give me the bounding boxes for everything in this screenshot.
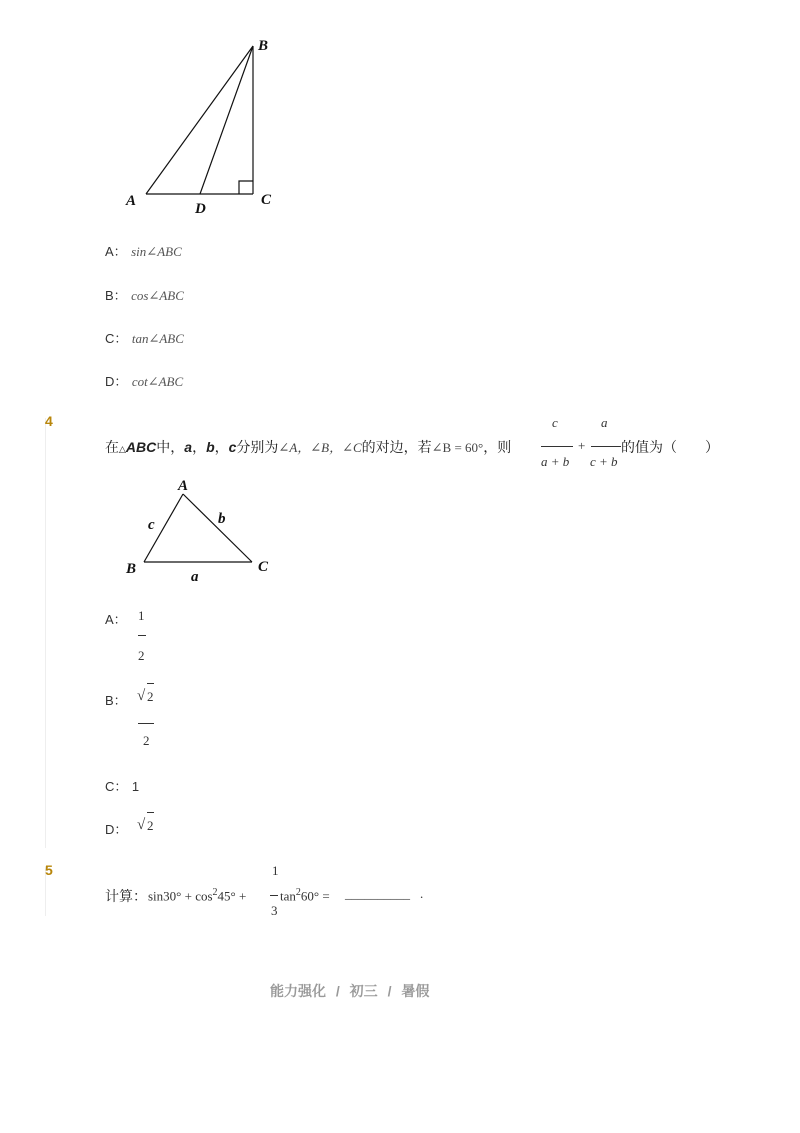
q5-expr-part1 <box>148 887 246 904</box>
q4-abc: ABC <box>125 439 157 455</box>
option-expr: cot∠ABC <box>131 374 184 389</box>
option-c-value: 1 <box>131 779 140 794</box>
q5-prefix: 计算： <box>105 888 147 904</box>
q5-period: . <box>420 886 424 901</box>
footer-part: 初三 <box>349 983 378 999</box>
footer-sep: / <box>387 983 392 999</box>
option-expr: tan∠ABC <box>131 331 184 346</box>
q5-sup: 2 <box>295 887 301 898</box>
option-label: C： <box>105 331 128 346</box>
q5-frac-bar <box>270 895 278 896</box>
q4-option-b[interactable] <box>105 680 175 750</box>
sqrt-sign: √ <box>137 688 146 704</box>
figure-triangle-abc <box>110 470 290 590</box>
segment-bd <box>200 46 253 194</box>
footer-sep: / <box>335 983 340 999</box>
q5-term: 45° + <box>217 888 247 904</box>
label-c: C <box>261 192 272 208</box>
q4-tail: 的值为（ ） <box>621 439 719 455</box>
sqrt-overline <box>147 812 154 813</box>
option-label: A： <box>105 612 127 627</box>
option-expr: sin∠ABC <box>131 244 182 259</box>
option-a-bar <box>138 635 146 636</box>
label-c: C <box>258 559 269 575</box>
q3-option-c[interactable] <box>105 328 184 348</box>
figure-right-triangle <box>0 0 320 230</box>
label-a: A <box>126 193 137 209</box>
label-side-a: a <box>191 569 199 585</box>
q4-condition: ∠B = 60° <box>431 440 484 455</box>
option-expr: cos∠ABC <box>131 288 184 303</box>
sqrt-overline <box>147 683 154 684</box>
q3-option-b[interactable] <box>105 285 184 305</box>
q4-option-c[interactable] <box>105 776 139 796</box>
option-label: C： <box>105 779 128 794</box>
option-a-denominator: 2 <box>138 648 145 663</box>
q4-text: 的对边，若 <box>361 439 432 455</box>
q4-var-c: c <box>228 439 237 455</box>
q5-frac-denominator: 3 <box>271 903 278 918</box>
option-label: D： <box>105 822 128 837</box>
frac2-bar <box>591 446 621 447</box>
q4-text: 在 <box>105 439 119 455</box>
segment-ac <box>183 494 252 562</box>
option-label: B： <box>105 693 127 708</box>
frac1-denominator: a + b <box>541 454 570 469</box>
q5-frac-numerator: 1 <box>272 863 279 878</box>
label-side-c: c <box>148 517 155 533</box>
question-number-4: 4 <box>45 413 53 429</box>
q3-option-a[interactable] <box>105 241 182 261</box>
q4-option-a[interactable] <box>105 608 165 664</box>
triangle-symbol: △ <box>119 444 126 454</box>
option-label: A： <box>105 244 127 259</box>
option-b-bar <box>138 723 154 724</box>
q3-option-d[interactable] <box>105 371 183 391</box>
label-a: A <box>178 478 189 494</box>
plus-sign: + <box>578 438 586 453</box>
frac1-numerator: c <box>552 415 558 430</box>
q4-var-b: b <box>206 439 215 455</box>
option-b-radicand: 2 <box>147 689 154 704</box>
q5-term: 60° = <box>300 888 330 904</box>
label-d: D <box>195 201 206 217</box>
margin-line <box>45 418 46 848</box>
right-angle-mark <box>239 181 253 194</box>
footer-part: 暑假 <box>401 983 430 999</box>
label-b: B <box>258 38 269 54</box>
sqrt-sign: √ <box>137 817 146 833</box>
frac2-denominator: c + b <box>590 454 618 469</box>
q5-sup: 2 <box>212 887 218 898</box>
segment-ab <box>146 46 253 194</box>
option-label: B： <box>105 288 127 303</box>
q5-expr-part2 <box>280 887 330 904</box>
q4-text: 中， <box>156 439 185 455</box>
q5-term: sin30° + cos <box>148 888 213 904</box>
q5-term: tan <box>280 888 296 904</box>
page-footer <box>270 981 429 1001</box>
option-label: D： <box>105 374 128 389</box>
question-number-5: 5 <box>45 862 53 878</box>
frac1-bar <box>541 446 573 447</box>
option-b-denominator: 2 <box>143 733 150 748</box>
q4-text: 分别为 <box>236 439 279 455</box>
label-side-b: b <box>218 511 226 527</box>
q4-text: ，则 <box>483 439 512 455</box>
option-a-numerator: 1 <box>138 608 145 623</box>
label-b: B <box>126 561 137 577</box>
frac2-numerator: a <box>601 415 608 430</box>
option-d-radicand: 2 <box>147 818 154 833</box>
q4-sep: ， <box>192 439 207 455</box>
footer-part: 能力强化 <box>270 983 326 999</box>
q4-stem <box>105 437 511 457</box>
q4-angles: ∠A，∠B，∠C <box>278 440 362 455</box>
q4-var-a: a <box>184 439 193 455</box>
q4-option-d[interactable] <box>105 810 165 840</box>
q4-sep: ， <box>214 439 229 455</box>
q5-answer-blank[interactable]: __________ <box>345 886 410 901</box>
